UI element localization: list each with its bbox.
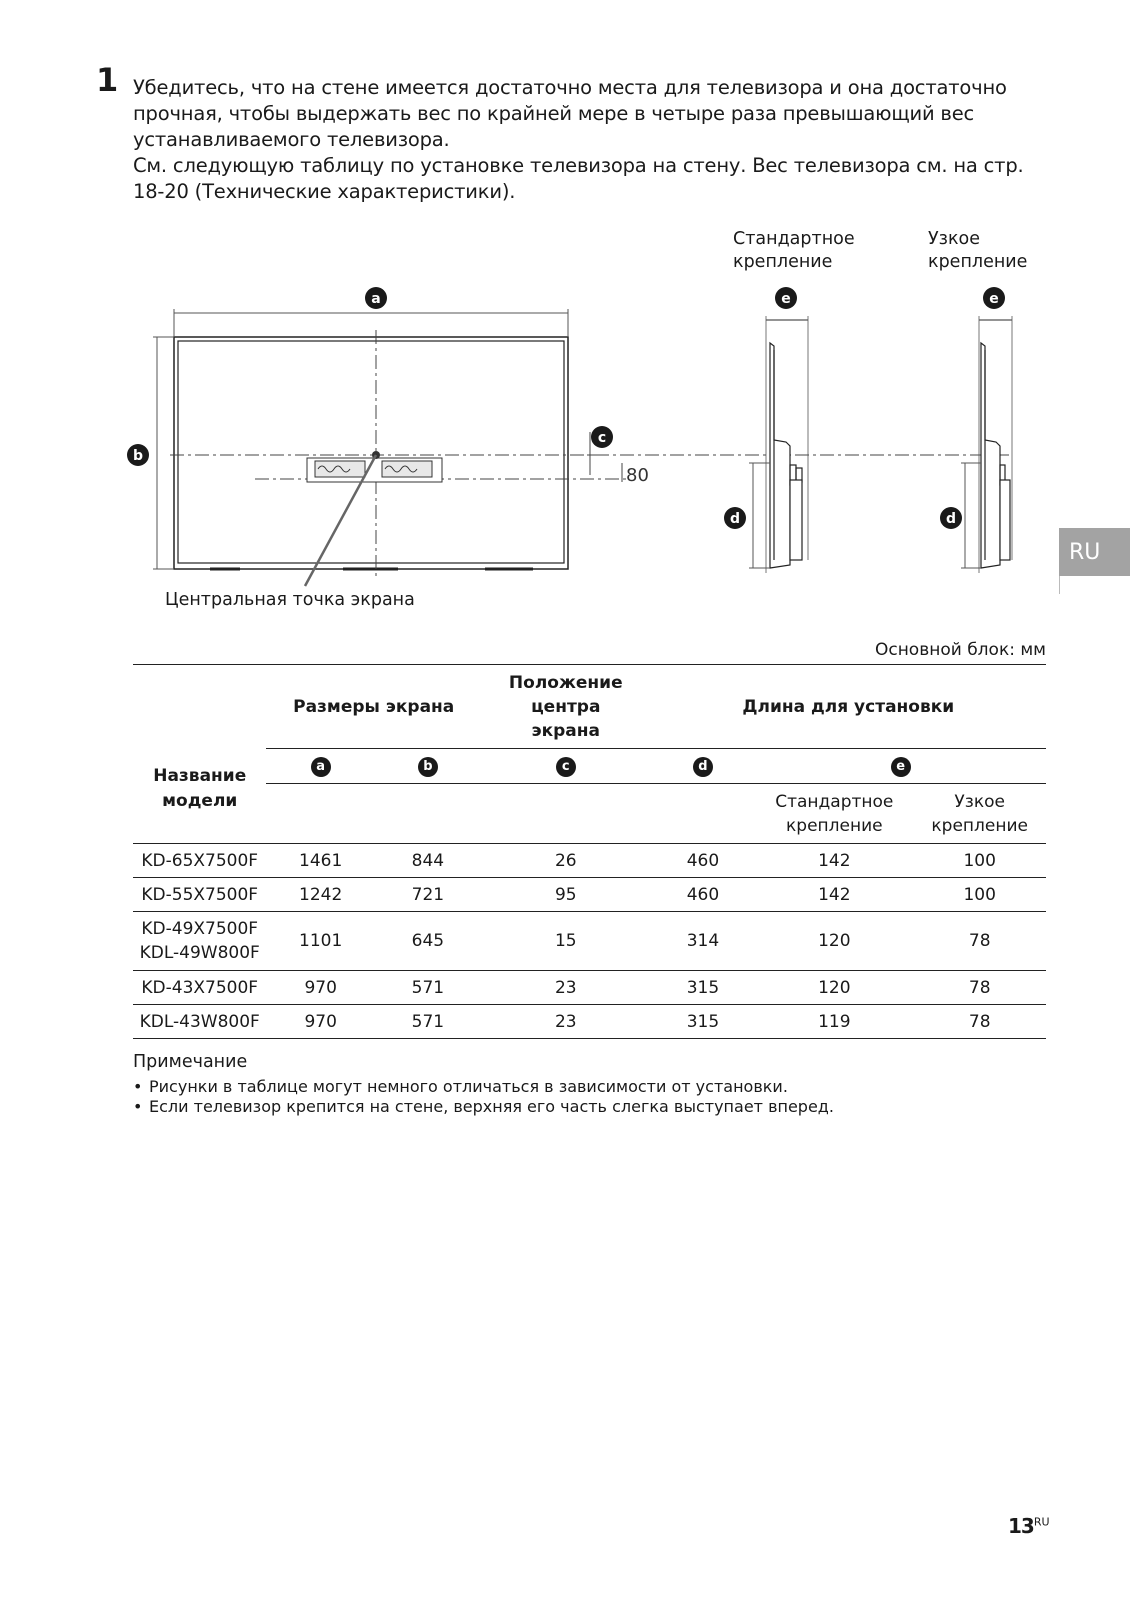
page-number: $13^{RU}$ (1008, 1514, 1050, 1538)
language-tab-line (1059, 576, 1060, 594)
table-row: KD-65X7500F 1461 844 26 460 142 100 (133, 844, 1046, 878)
dimension-b (153, 337, 174, 569)
table-row: KDL-43W800F 970 571 23 315 119 78 (133, 1005, 1046, 1039)
col-a-marker: a (266, 749, 374, 784)
marker-d-narrow (940, 507, 962, 529)
col-d-marker: d (651, 749, 756, 784)
dimension-d-narrow (961, 463, 981, 568)
subheader-standard-mount: Стандартное крепление (775, 791, 894, 836)
table-row: KD-43X7500F 970 571 23 315 120 78 (133, 971, 1046, 1005)
header-screen-size: Размеры экрана (266, 665, 480, 749)
svg-text:e: e (989, 291, 999, 307)
unit-note: Основной блок: мм (874, 640, 1046, 660)
svg-text:d: d (729, 511, 741, 527)
col-b-marker: b (375, 749, 481, 784)
note-list (133, 1077, 834, 1117)
wall-mount-diagram (0, 220, 1130, 620)
header-model: Название модели (153, 766, 247, 811)
marker-c (591, 426, 613, 448)
marker-a (365, 287, 387, 309)
marker-b (127, 444, 149, 466)
svg-text:d: d (945, 511, 957, 527)
marker-e-narrow (983, 287, 1005, 309)
language-tab: RU (1059, 528, 1130, 576)
tv-front-view (174, 337, 568, 569)
table-row: KD-55X7500F 1242 721 95 460 142 100 (133, 878, 1046, 912)
narrow-mount-label: Узкое крепление (928, 229, 1028, 272)
subheader-narrow-mount: Узкое крепление (931, 791, 1028, 836)
note-item: • Рисунки в таблице могут немного отличаться в зависимости от установки. (133, 1077, 834, 1097)
svg-text:e: e (781, 291, 791, 307)
standard-mount-label: Стандартное крепление (733, 229, 855, 272)
header-center-position: Положение центра экрана (481, 665, 651, 749)
col-e-marker: e (755, 749, 1046, 784)
table-row: KD-49X7500F KDL-49W800F 1101 645 15 314 120 78 (133, 912, 1046, 971)
step-text (133, 75, 1053, 205)
spec-table (133, 664, 1046, 1039)
svg-text:b: b (132, 448, 144, 464)
col-c-marker: c (481, 749, 651, 784)
header-install-length: Длина для установки (651, 665, 1046, 749)
marker-d-standard (724, 507, 746, 529)
step-paragraph-1: Убедитесь, что на стене имеется достаточно места для телевизора и она достаточно прочная, чтобы выдержать вес по крайней мере в четыре раза превышающий вес устанавливаемого телевизора. (133, 76, 1007, 151)
step-number: 1 (96, 61, 119, 99)
dimension-a (174, 309, 568, 337)
tv-side-view-narrow (979, 316, 1012, 573)
note-item: • Если телевизор крепится на стене, верхняя его часть слегка выступает вперед. (133, 1097, 834, 1117)
svg-text:a: a (371, 291, 381, 307)
marker-e-standard (775, 287, 797, 309)
step-paragraph-2: См. следующую таблицу по установке телевизора на стену. Вес телевизора см. на стр. 18-20 (Технические характеристики). (133, 154, 1024, 203)
tv-side-view-standard (766, 316, 808, 573)
wall-bracket (307, 458, 442, 482)
center-point-label: Центральная точка экрана (165, 590, 415, 610)
dimension-80-label: 80 (626, 465, 649, 486)
note-title: Примечание (133, 1052, 248, 1072)
svg-text:c: c (597, 430, 607, 446)
dimension-d-standard (749, 463, 770, 568)
